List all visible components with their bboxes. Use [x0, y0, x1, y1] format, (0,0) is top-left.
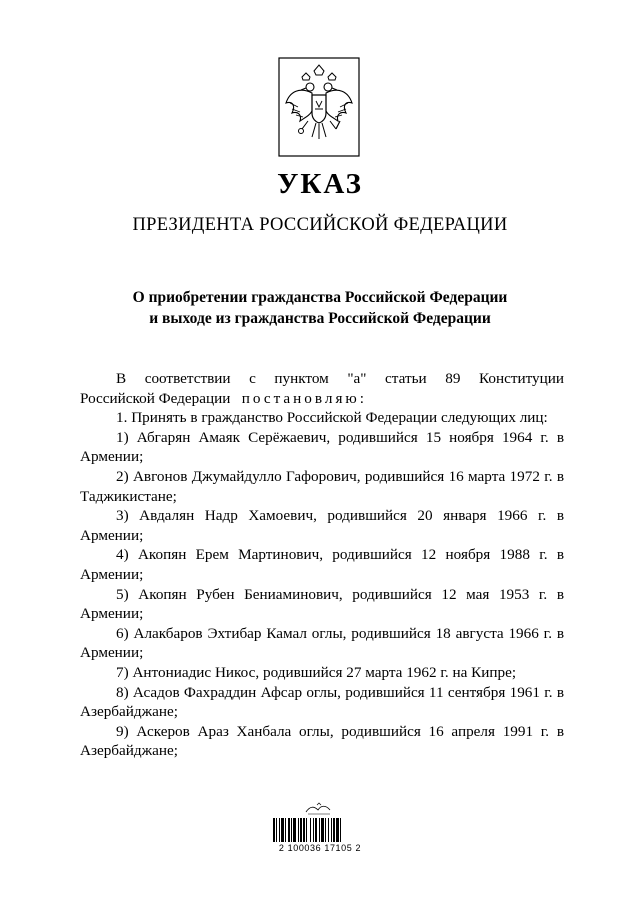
preamble-line-2-start: Российской Федерации [80, 389, 231, 407]
barcode-bar [319, 818, 320, 842]
barcode-bar [340, 818, 341, 842]
heading-line-1: О приобретении гражданства Российской Федерации [132, 289, 508, 306]
list-item: 3) Авдалян Надр Хамоевич, родившийся 20 января 1966 г. в Армении; [80, 507, 564, 544]
heading-line-2: и выходе из гражданства Российской Федерации [149, 310, 491, 327]
preamble-resolve: постановляю: [241, 389, 367, 407]
barcode-bar [291, 818, 292, 842]
list-item: 2) Авгонов Джумайдулло Гафорович, родившийся 16 марта 1972 г. в Таджикистане; [80, 467, 564, 505]
barcode-bar [310, 818, 311, 842]
barcode-bar [279, 818, 280, 842]
barcode-bar [285, 818, 286, 842]
list-item: 5) Акопян Рубен Бениаминович, родившийся 12 мая 1953 г. в Армении; [80, 585, 564, 623]
barcode-bar [325, 818, 326, 842]
list-item: 6) Алакбаров Эхтибар Камал оглы, родившийся 18 августа 1966 г. в Армении; [80, 624, 564, 662]
preamble-line-1: В соответствии с пунктом "а" статьи 89 Конституции [116, 370, 564, 387]
barcode-number: 2 100036 17105 2 [278, 843, 362, 853]
barcode-bar [293, 818, 296, 842]
barcode-bar [288, 818, 290, 842]
barcode-bar [331, 818, 332, 842]
barcode-bar [273, 818, 275, 842]
decree-body [80, 369, 564, 761]
decree-title: УКАЗ [277, 168, 363, 200]
preamble-line-2 [80, 389, 564, 409]
decree-heading [0, 287, 640, 329]
decree-subtitle: ПРЕЗИДЕНТА РОССИЙСКОЙ ФЕДЕРАЦИИ [132, 215, 508, 235]
printing-seal-icon [302, 802, 336, 816]
list-item: 1) Абгарян Амаяк Серёжаевич, родившийся 15 ноября 1964 г. в Армении; [80, 428, 564, 466]
barcode-bar [300, 818, 302, 842]
barcode-bar [298, 818, 299, 842]
list-item: 9) Аскеров Араз Ханбала оглы, родившийся 16 апреля 1991 г. в Азербайджане; [80, 722, 564, 760]
coat-of-arms-icon [278, 57, 360, 157]
barcode-bar [281, 818, 284, 842]
barcode-bar [313, 818, 314, 842]
barcode-icon [272, 818, 368, 842]
barcode-bar [315, 818, 317, 842]
list-item: 4) Акопян Ерем Мартинович, родившийся 12 ноября 1988 г. в Армении; [80, 546, 564, 583]
barcode-bar [276, 818, 277, 842]
list-item: 7) Антониадис Никос, родившийся 27 марта 1962 г. на Кипре; [116, 663, 517, 681]
barcode-bar [333, 818, 335, 842]
clause-1: 1. Принять в гражданство Российской Федерации следующих лиц: [116, 409, 548, 427]
barcode-bar [303, 818, 305, 842]
list-item: 8) Асадов Фахраддин Афсар оглы, родившийся 11 сентября 1961 г. в Азербайджане; [80, 683, 564, 721]
barcode-bar [328, 818, 329, 842]
barcode-bar [336, 818, 339, 842]
barcode-bar [321, 818, 324, 842]
barcode-bar [306, 818, 307, 842]
